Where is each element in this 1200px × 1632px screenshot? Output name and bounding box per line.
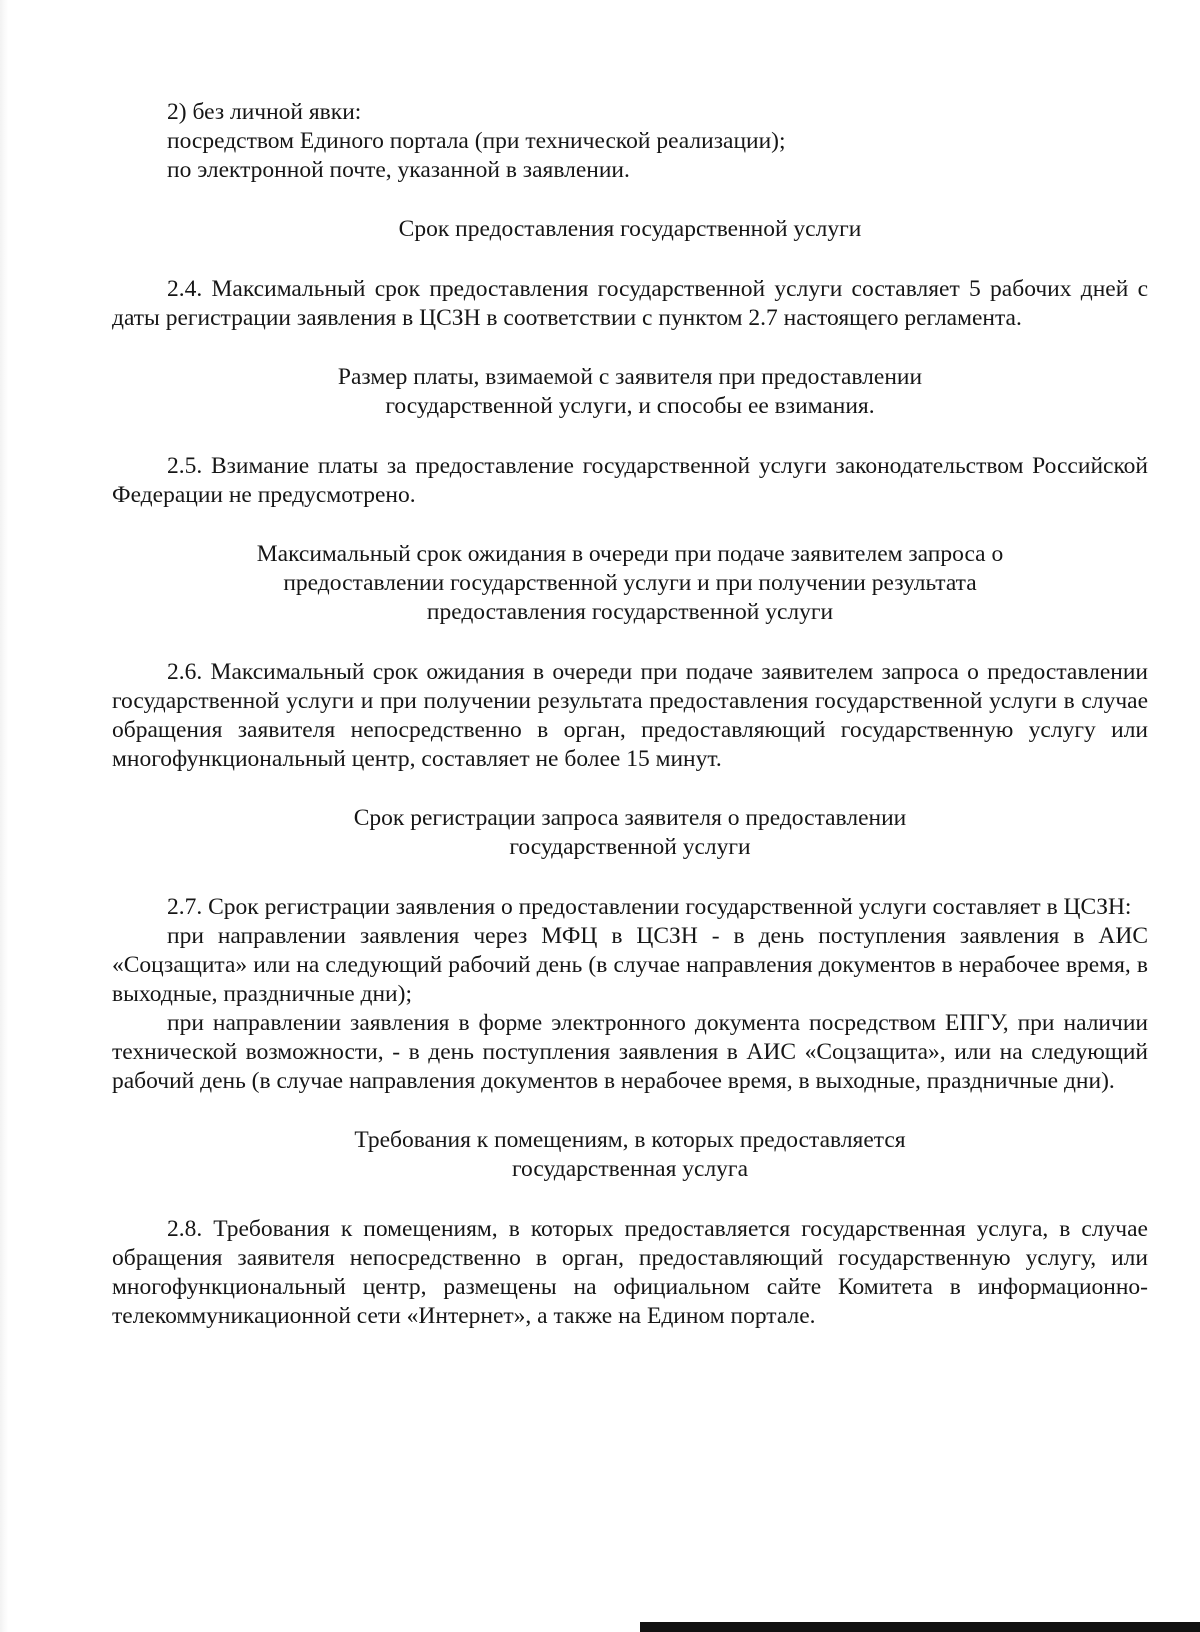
spacer <box>112 244 1148 275</box>
heading-line: предоставлении государственной услуги и при получении результата <box>283 570 977 596</box>
spacer <box>112 333 1148 363</box>
section-heading-registration <box>112 804 1148 862</box>
spacer <box>112 1096 1148 1126</box>
paragraph-2-7-mfc: при направлении заявления через МФЦ в ЦСЗН - в день поступления заявления в АИС «Соцзащита» или на следующий рабочий день (в случае направления документов в нерабочее время, в выходные, праздничные дни); <box>112 923 1148 1007</box>
spacer <box>112 627 1148 658</box>
section-heading-premises <box>112 1126 1148 1184</box>
heading-line: предоставления государственной услуги <box>426 599 834 625</box>
paragraph-2-5: 2.5. Взимание платы за предоставление государственной услуги законодательством Российской Федерации не предусмотрено. <box>112 453 1148 508</box>
document-body <box>112 98 1148 1331</box>
section-heading-fee <box>112 363 1148 421</box>
intro-line-3: по электронной почте, указанной в заявлении. <box>167 157 630 183</box>
heading-line: государственной услуги, и способы ее взимания. <box>385 393 875 419</box>
spacer <box>112 510 1148 540</box>
paragraph-2-8: 2.8. Требования к помещениям, в которых предоставляется государственная услуга, в случае обращения заявителя непосредственно в орган, предоставляющий государственную услугу, или многофункциональный центр, размещены на официальном сайте Комитета в информационно-телекоммуникационной сети «Интернет», а также на Едином портале. <box>112 1216 1148 1329</box>
heading-line: государственная услуга <box>512 1156 748 1182</box>
intro-line-1: 2) без личной явки: <box>167 99 362 125</box>
heading-line: Требования к помещениям, в которых предоставляется <box>354 1127 906 1153</box>
spacer <box>112 774 1148 804</box>
paragraph-2-6: 2.6. Максимальный срок ожидания в очереди при подаче заявителем запроса о предоставлении государственной услуги и при получении результата предоставления государственной услуги в случае обращения заявителя непосредственно в орган, предоставляющий государственную услугу или многофункциональный центр, составляет не более 15 минут. <box>112 659 1148 772</box>
section-heading-term: Срок предоставления государственной услуги <box>398 216 862 242</box>
spacer <box>112 1184 1148 1215</box>
section-heading-queue <box>112 540 1148 627</box>
spacer <box>112 185 1148 215</box>
spacer <box>112 421 1148 452</box>
heading-line: государственной услуги <box>509 834 751 860</box>
paragraph-2-7: 2.7. Срок регистрации заявления о предоставлении государственной услуги составляет в ЦСЗН: <box>167 894 1132 920</box>
heading-line: Срок регистрации запроса заявителя о предоставлении <box>353 805 907 831</box>
heading-line: Размер платы, взимаемой с заявителя при предоставлении <box>337 364 923 390</box>
heading-line: Максимальный срок ожидания в очереди при подаче заявителем запроса о <box>256 541 1004 567</box>
paragraph-2-7-epgu: при направлении заявления в форме электронного документа посредством ЕПГУ, при наличии технической возможности, - в день поступления заявления в АИС «Соцзащита», или на следующий рабочий день (в случае направления документов в нерабочее время, в выходные, праздничные дни). <box>112 1010 1148 1094</box>
paragraph-2-4: 2.4. Максимальный срок предоставления государственной услуги составляет 5 рабочих дней с даты регистрации заявления в ЦСЗН в соответствии с пунктом 2.7 настоящего регламента. <box>112 276 1148 331</box>
scan-bottom-edge <box>640 1622 1200 1632</box>
spacer <box>112 862 1148 893</box>
intro-line-2: посредством Единого портала (при технической реализации); <box>167 128 786 154</box>
scan-edge-shadow <box>0 0 8 1632</box>
